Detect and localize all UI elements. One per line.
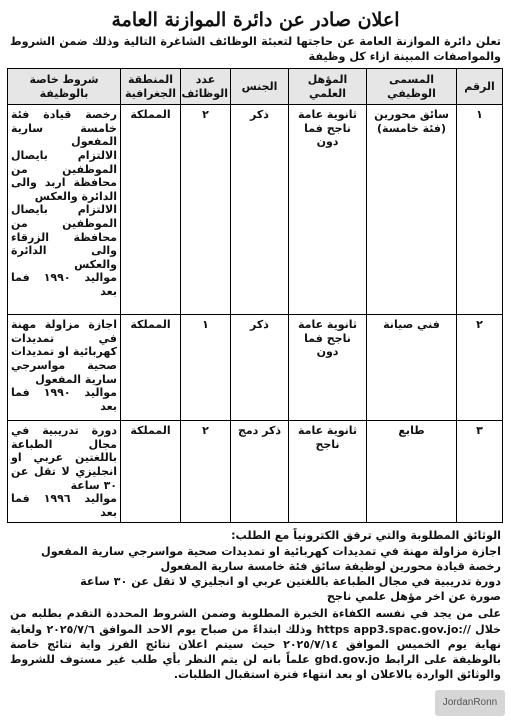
row-gender: ذكر bbox=[231, 105, 289, 315]
row-num: ٣ bbox=[457, 421, 503, 523]
required-documents bbox=[10, 528, 501, 604]
condition-line: رخصة قيادة فئة خامسة سارية المفعول bbox=[11, 108, 117, 149]
row-count: ١ bbox=[181, 315, 231, 421]
condition-line: الالتزام بايصال الموظفين من محافظة اربد والى الدائرة والعكس bbox=[11, 148, 117, 203]
application-instructions: على من يجد في نفسه الكفاءة الخبرة المطلوبة وضمن الشروط المحددة التقدم بطلبه من خلال //:https app3.spac.gov.jo وذلك ابتداءً من صباح يوم الاحد الموافق ٢٠٢٥/٧/٦ ولغاية نهاية يوم الخميس الموافق ٢٠٢٥/٧/١٤ حيث سيتم اعلان نتائج الفرز واية نتائج خاصة بالوظيفة على الرابط gbd.gov.jo علماً بانه لن يتم النظر بأي طلب غير مستوف للشروط والوثائق الواردة بالاعلان او بعد انتهاء فترة استقبال الطلبات. bbox=[10, 607, 501, 682]
row-conditions bbox=[8, 421, 121, 523]
row-count: ٢ bbox=[181, 105, 231, 315]
table-row bbox=[8, 315, 503, 421]
header-gender: الجنس bbox=[231, 69, 289, 105]
row-conditions bbox=[8, 105, 121, 315]
row-region: المملكة bbox=[121, 315, 181, 421]
header-region: المنطقة الجغرافية bbox=[121, 69, 181, 105]
jobs-table bbox=[7, 68, 503, 523]
condition-line: اجازة مزاولة مهنة في تمديدات كهربائية او تمديدات صحية مواسرجي سارية المفعول bbox=[11, 318, 117, 386]
row-gender: ذكر bbox=[231, 315, 289, 421]
row-qualification: ثانوية عامة ناجح فما دون bbox=[289, 315, 367, 421]
document-item: دورة تدريبية في مجال الطباعة باللغتين عربي او انجليزي لا تقل عن ٣٠ ساعة bbox=[80, 574, 501, 588]
row-title: فني صيانة bbox=[367, 315, 457, 421]
condition-line: دورة تدريبية في مجال الطباعة باللغتين عربي او انجليزي لا تقل عن ٣٠ ساعة bbox=[11, 424, 117, 492]
row-qualification: ثانوية عامة ناجح فما دون bbox=[289, 105, 367, 315]
header-num: الرقم bbox=[457, 69, 503, 105]
document-item: رخصة قيادة محورين لوظيفة سائق فئة خامسة سارية المفعول bbox=[160, 559, 501, 573]
condition-line: مواليد ١٩٩٦ فما بعد bbox=[11, 492, 117, 519]
header-conditions: شروط خاصة بالوظيفة bbox=[8, 69, 121, 105]
row-region: المملكة bbox=[121, 105, 181, 315]
table-header-row bbox=[8, 69, 503, 105]
header-title: المسمى الوظيفي bbox=[367, 69, 457, 105]
table-row bbox=[8, 105, 503, 315]
document-item: اجازة مزاولة مهنة في تمديدات كهربائية او تمديدات صحية مواسرجي سارية المفعول bbox=[41, 544, 501, 558]
intro-paragraph: تعلن دائرة الموازنة العامة عن حاجتها لتعبئة الوظائف الشاغرة التالية وذلك ضمن الشروط والمواصفات المبينة ازاء كل وظيفة bbox=[10, 35, 501, 63]
row-region: المملكة bbox=[121, 421, 181, 523]
row-num: ١ bbox=[457, 105, 503, 315]
header-qualification: المؤهل العلمي bbox=[289, 69, 367, 105]
row-title: طابع bbox=[367, 421, 457, 523]
condition-line: مواليد ١٩٩٠ فما بعد bbox=[11, 271, 117, 298]
row-gender: ذكر دمج bbox=[231, 421, 289, 523]
row-num: ٢ bbox=[457, 315, 503, 421]
row-qualification: ثانوية عامة ناجح bbox=[289, 421, 367, 523]
row-count: ٢ bbox=[181, 421, 231, 523]
condition-line: مواليد ١٩٩٠ فما بعد bbox=[11, 386, 117, 413]
documents-heading: الوثائق المطلوبة والتي ترفق الكترونياً مع الطلب: bbox=[231, 529, 501, 543]
condition-line: الالتزام بايصال الموظفين من محافظة الزرقاء والى الدائرة والعكس bbox=[11, 203, 117, 271]
table-row bbox=[8, 421, 503, 523]
row-title: سائق محورين (فئة خامسة) bbox=[367, 105, 457, 315]
document-item: صورة عن اخر مؤهل علمي ناجح bbox=[326, 590, 501, 604]
watermark-logo: JordanRonn bbox=[435, 690, 505, 716]
row-conditions bbox=[8, 315, 121, 421]
header-count: عدد الوظائف bbox=[181, 69, 231, 105]
page-title: اعلان صادر عن دائرة الموازنة العامة bbox=[111, 9, 400, 31]
